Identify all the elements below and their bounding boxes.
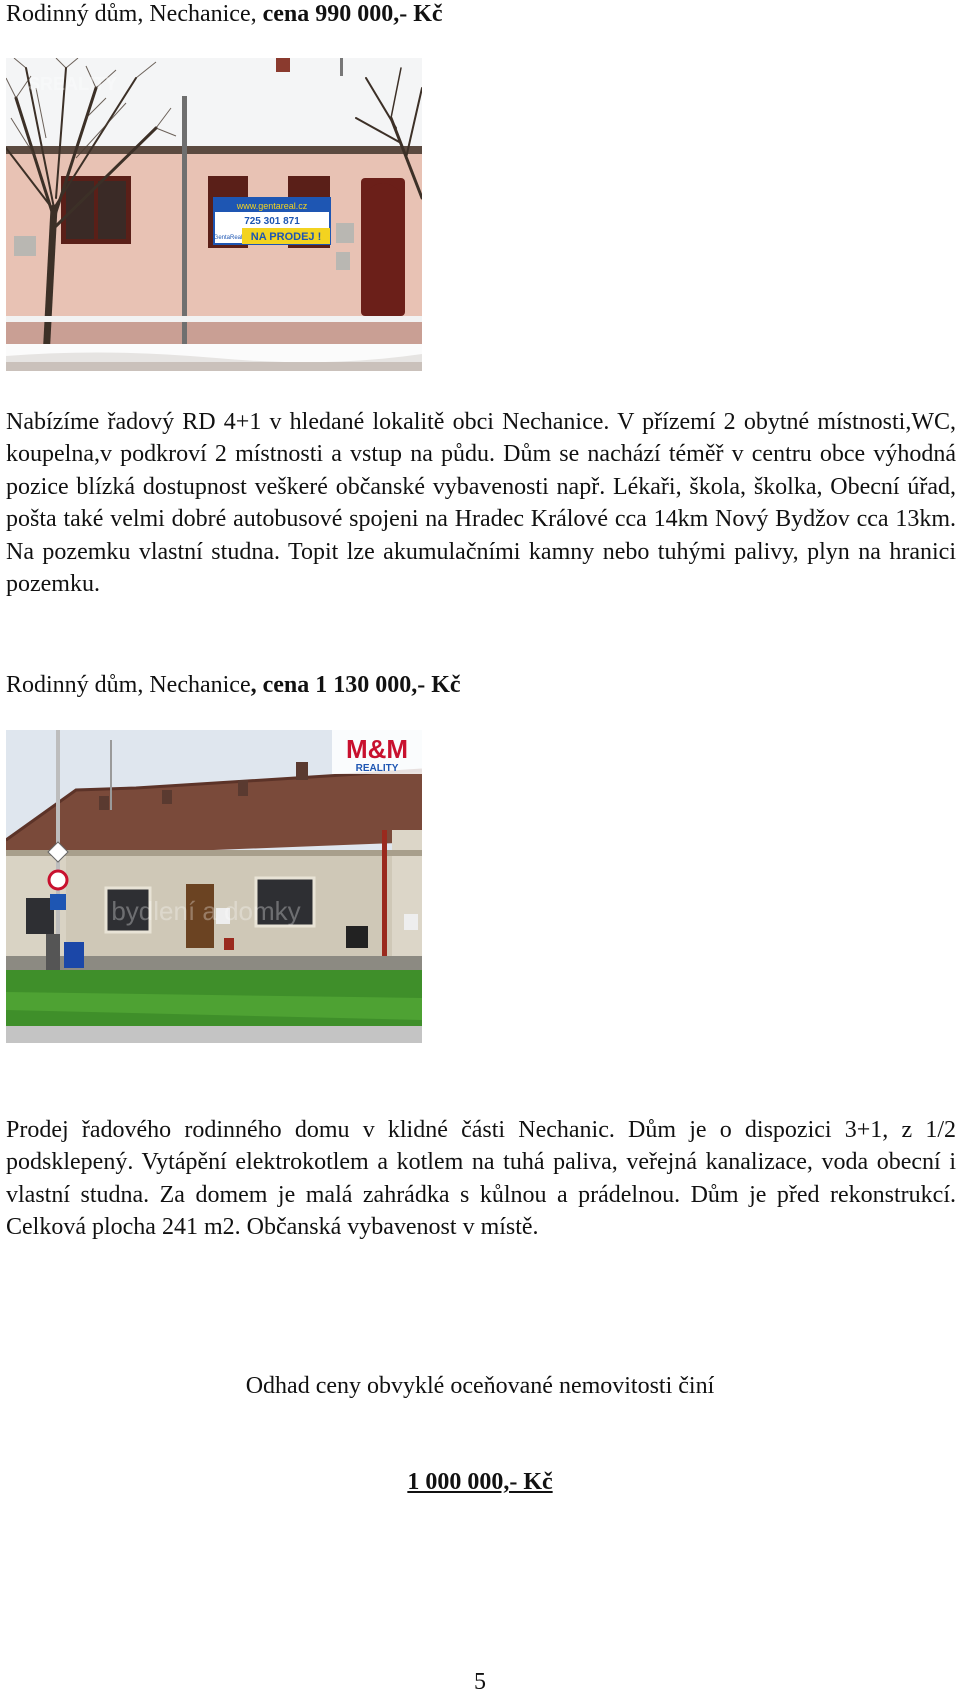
estimate-label: Odhad ceny obvyklé oceňované nemovitosti činí — [245, 1373, 715, 1399]
logo-bottom: REALITY — [355, 763, 399, 774]
listing-1-description: Nabízíme řadový RD 4+1 v hledané lokalitě obci Nechanice. V přízemí 2 obytné místnosti,WC, koupelna,v podkroví 2 místnosti a vstup na půdu. Dům se nachází téměř v centru obce výhodná pozice blízká dostupnost veškeré občanské vybavenosti např. Lékaři, škola, školka, Obecní úřad, pošta také velmi dobré autobusové spojeni na Hradec Králové cca 14km Nový Bydžov cca 13km. Na pozemku vlastní studna. Topit lze akumulačními kamny nebo tuhými palivy, plyn na hranici pozemku. — [6, 409, 956, 598]
listing-1-price: cena 990 000,- Kč — [262, 1, 443, 27]
listing-2-photo — [6, 730, 422, 1043]
listing-2-price: , cena 1 130 000,- Kč — [250, 672, 461, 698]
logo-top: M&M — [345, 734, 409, 764]
page-number: 5 — [474, 1669, 486, 1695]
listing-2-title-text: Rodinný dům, Nechanice — [6, 672, 251, 698]
listing-2-description: Prodej řadového rodinného domu v klidné části Nechanic. Dům je o dispozici 3+1, z 1/2 podsklepený. Vytápění elektrokotlem a kotlem na tuhá paliva, veřejná kanalizace, voda obecní i vlastní studna. Za domem je malá zahrádka s kůlnou a prádelnou. Dům je před rekonstrukcí. Celková plocha 241 m2. Občanská vybavenost v místě. — [6, 1117, 956, 1241]
sign-website: www.gentareal.cz — [236, 201, 308, 211]
listing-1-photo — [6, 58, 422, 371]
sign-phone: 725 301 871 — [244, 216, 300, 227]
sign-brand: GentaReal — [213, 235, 243, 241]
photo-2-watermark: bydlení a domky — [111, 896, 301, 926]
listing-1-title — [6, 0, 443, 28]
estimate-value: 1 000 000,- Kč — [407, 1469, 553, 1495]
listing-1-title-text: Rodinný dům, Nechanice, — [6, 1, 263, 27]
sign-headline: NA PRODEJ ! — [250, 231, 322, 243]
estimate-value-row — [0, 1468, 960, 1496]
photo-1-watermark: SREALITY — [28, 74, 118, 94]
listing-2-title — [6, 671, 461, 699]
